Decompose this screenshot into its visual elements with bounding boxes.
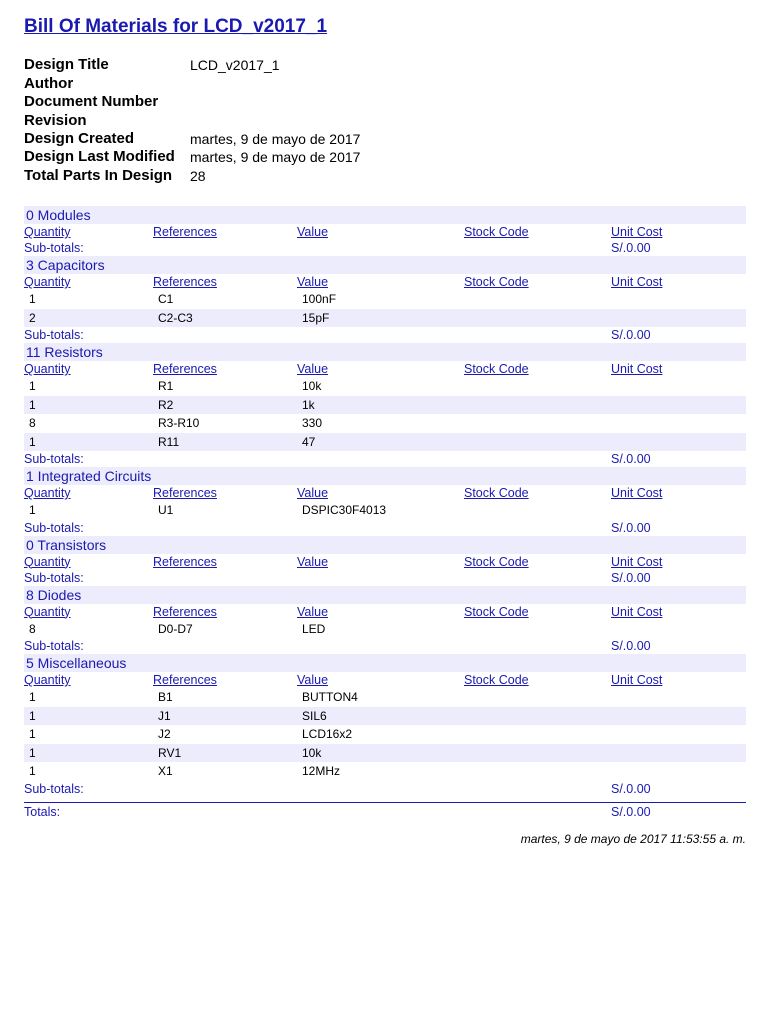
table-row — [24, 396, 746, 415]
subtotal-label: Sub-totals: — [24, 328, 84, 342]
meta-row — [24, 55, 360, 73]
item-value: DSPIC30F4013 — [302, 503, 387, 517]
column-header-row — [24, 554, 746, 570]
totals-row — [24, 804, 746, 820]
item-value: LED — [302, 621, 326, 636]
table-row — [24, 290, 746, 309]
item-references: X1 — [158, 764, 173, 778]
meta-label: Document Number — [24, 93, 159, 111]
subtotal-label: Sub-totals: — [24, 452, 84, 466]
column-header-quantity[interactable]: Quantity — [24, 225, 71, 239]
subtotal-value: S/.0.00 — [611, 520, 651, 535]
item-quantity: 1 — [29, 708, 36, 723]
meta-row — [24, 73, 360, 91]
column-header-value[interactable]: Value — [297, 275, 329, 289]
item-quantity: 1 — [29, 397, 36, 412]
item-value: BUTTON4 — [302, 690, 358, 704]
column-header-quantity[interactable]: Quantity — [24, 362, 71, 376]
subtotal-row — [24, 240, 746, 256]
meta-label: Design Last Modified — [24, 148, 175, 166]
subtotal-row — [24, 570, 746, 586]
item-references: R11 — [158, 434, 180, 449]
column-header-references[interactable]: References — [153, 554, 217, 569]
print-timestamp: martes, 9 de mayo de 2017 11:53:55 a. m. — [520, 832, 746, 846]
column-header-quantity[interactable]: Quantity — [24, 486, 71, 500]
meta-row — [24, 147, 360, 165]
totals-value: S/.0.00 — [611, 805, 651, 819]
section-title: 8 Diodes — [26, 586, 82, 603]
section-header — [24, 206, 746, 224]
section-header — [24, 654, 746, 672]
item-value: 47 — [302, 434, 316, 449]
column-header-value[interactable]: Value — [297, 362, 329, 376]
column-header-unit-cost[interactable]: Unit Cost — [611, 673, 663, 687]
table-row — [24, 414, 746, 433]
section-title: 0 Transistors — [26, 536, 107, 553]
column-header-stock-code[interactable]: Stock Code — [464, 604, 529, 619]
column-header-row — [24, 485, 746, 501]
section-title: 11 Resistors — [26, 344, 103, 360]
subtotal-value: S/.0.00 — [611, 241, 651, 255]
item-quantity: 1 — [29, 292, 36, 306]
column-header-references[interactable]: References — [153, 225, 217, 239]
column-header-references[interactable]: References — [153, 673, 217, 687]
meta-row — [24, 92, 360, 110]
meta-label: Revision — [24, 111, 87, 129]
column-header-row — [24, 672, 746, 688]
column-header-row — [24, 604, 746, 620]
item-references: J2 — [158, 727, 171, 741]
table-row — [24, 377, 746, 396]
item-quantity: 1 — [29, 379, 36, 393]
column-header-references[interactable]: References — [153, 604, 217, 619]
column-header-value[interactable]: Value — [297, 554, 329, 569]
item-quantity: 1 — [29, 690, 36, 704]
subtotal-value: S/.0.00 — [611, 639, 651, 653]
subtotal-value: S/.0.00 — [611, 570, 651, 585]
item-value: LCD16x2 — [302, 727, 353, 741]
table-row — [24, 744, 746, 763]
item-value: 100nF — [302, 292, 337, 306]
meta-label: Design Created — [24, 129, 135, 147]
meta-value: LCD_v2017_1 — [190, 57, 280, 74]
item-quantity: 8 — [29, 416, 36, 430]
section-title: 3 Capacitors — [26, 257, 105, 273]
item-quantity: 8 — [29, 621, 36, 636]
column-header-row — [24, 224, 746, 240]
item-quantity: 1 — [29, 434, 36, 449]
column-header-quantity[interactable]: Quantity — [24, 673, 71, 687]
table-row — [24, 433, 746, 452]
meta-value: 28 — [190, 167, 206, 184]
subtotal-row — [24, 638, 746, 654]
item-references: R3-R10 — [158, 416, 200, 430]
column-header-stock-code[interactable]: Stock Code — [464, 486, 529, 500]
subtotal-label: Sub-totals: — [24, 781, 84, 796]
column-header-unit-cost[interactable]: Unit Cost — [611, 225, 663, 239]
item-value: 10k — [302, 379, 322, 393]
table-row — [24, 725, 746, 744]
section-header — [24, 536, 746, 554]
section-header — [24, 586, 746, 604]
meta-row — [24, 165, 360, 183]
item-quantity: 1 — [29, 503, 36, 517]
section-title: 1 Integrated Circuits — [26, 468, 152, 484]
item-references: RV1 — [158, 745, 182, 760]
item-quantity: 1 — [29, 727, 36, 741]
column-header-unit-cost[interactable]: Unit Cost — [611, 486, 663, 500]
meta-label: Author — [24, 74, 74, 92]
column-header-row — [24, 361, 746, 377]
item-references: R1 — [158, 379, 174, 393]
column-header-value[interactable]: Value — [297, 673, 329, 687]
column-header-stock-code[interactable]: Stock Code — [464, 554, 529, 569]
page-title: Bill Of Materials for LCD_v2017_1 — [24, 16, 328, 37]
item-references: C1 — [158, 292, 174, 306]
subtotal-label: Sub-totals: — [24, 639, 84, 653]
column-header-quantity[interactable]: Quantity — [24, 275, 71, 289]
column-header-row — [24, 274, 746, 290]
subtotal-row — [24, 781, 746, 797]
table-row — [24, 501, 746, 520]
item-references: C2-C3 — [158, 310, 193, 325]
table-row — [24, 762, 746, 781]
item-references: U1 — [158, 503, 174, 517]
subtotal-row — [24, 327, 746, 343]
column-header-references[interactable]: References — [153, 362, 217, 376]
section-title: 0 Modules — [26, 207, 91, 223]
section-title: 5 Miscellaneous — [26, 655, 127, 671]
column-header-quantity[interactable]: Quantity — [24, 604, 71, 619]
item-value: 330 — [302, 416, 323, 430]
item-value: SIL6 — [302, 708, 327, 723]
column-header-references[interactable]: References — [153, 275, 217, 289]
item-references: J1 — [158, 708, 171, 723]
meta-label: Design Title — [24, 56, 109, 74]
section-header — [24, 343, 746, 361]
item-value: 10k — [302, 745, 322, 760]
column-header-quantity[interactable]: Quantity — [24, 554, 71, 569]
item-quantity: 1 — [29, 745, 36, 760]
column-header-value[interactable]: Value — [297, 604, 329, 619]
column-header-value[interactable]: Value — [297, 486, 329, 500]
design-info — [24, 55, 360, 184]
subtotal-value: S/.0.00 — [611, 328, 651, 342]
subtotal-row — [24, 451, 746, 467]
column-header-stock-code[interactable]: Stock Code — [464, 275, 529, 289]
column-header-stock-code[interactable]: Stock Code — [464, 225, 529, 239]
item-value: 1k — [302, 397, 315, 412]
item-quantity: 2 — [29, 310, 36, 325]
subtotal-value: S/.0.00 — [611, 452, 651, 466]
meta-label: Total Parts In Design — [24, 166, 173, 184]
column-header-unit-cost[interactable]: Unit Cost — [611, 275, 663, 289]
totals-divider — [24, 802, 746, 803]
meta-value: martes, 9 de mayo de 2017 — [190, 130, 361, 147]
subtotal-label: Sub-totals: — [24, 241, 84, 255]
totals-label: Totals: — [24, 805, 61, 819]
column-header-stock-code[interactable]: Stock Code — [464, 362, 529, 376]
item-quantity: 1 — [29, 764, 36, 778]
item-value: 15pF — [302, 310, 330, 325]
table-row — [24, 620, 746, 639]
subtotal-label: Sub-totals: — [24, 570, 84, 585]
table-row — [24, 688, 746, 707]
subtotal-row — [24, 520, 746, 536]
item-value: 12MHz — [302, 764, 341, 778]
table-row — [24, 707, 746, 726]
column-header-value[interactable]: Value — [297, 225, 329, 239]
meta-value: martes, 9 de mayo de 2017 — [190, 149, 361, 166]
item-references: D0-D7 — [158, 621, 193, 636]
section-header — [24, 256, 746, 274]
column-header-unit-cost[interactable]: Unit Cost — [611, 554, 663, 569]
bom-table — [24, 206, 746, 797]
item-references: B1 — [158, 690, 173, 704]
column-header-unit-cost[interactable]: Unit Cost — [611, 362, 663, 376]
column-header-references[interactable]: References — [153, 486, 217, 500]
meta-row — [24, 129, 360, 147]
table-row — [24, 309, 746, 328]
meta-row — [24, 110, 360, 128]
subtotal-label: Sub-totals: — [24, 520, 84, 535]
column-header-stock-code[interactable]: Stock Code — [464, 673, 529, 687]
subtotal-value: S/.0.00 — [611, 781, 651, 796]
item-references: R2 — [158, 397, 174, 412]
section-header — [24, 467, 746, 485]
column-header-unit-cost[interactable]: Unit Cost — [611, 604, 663, 619]
